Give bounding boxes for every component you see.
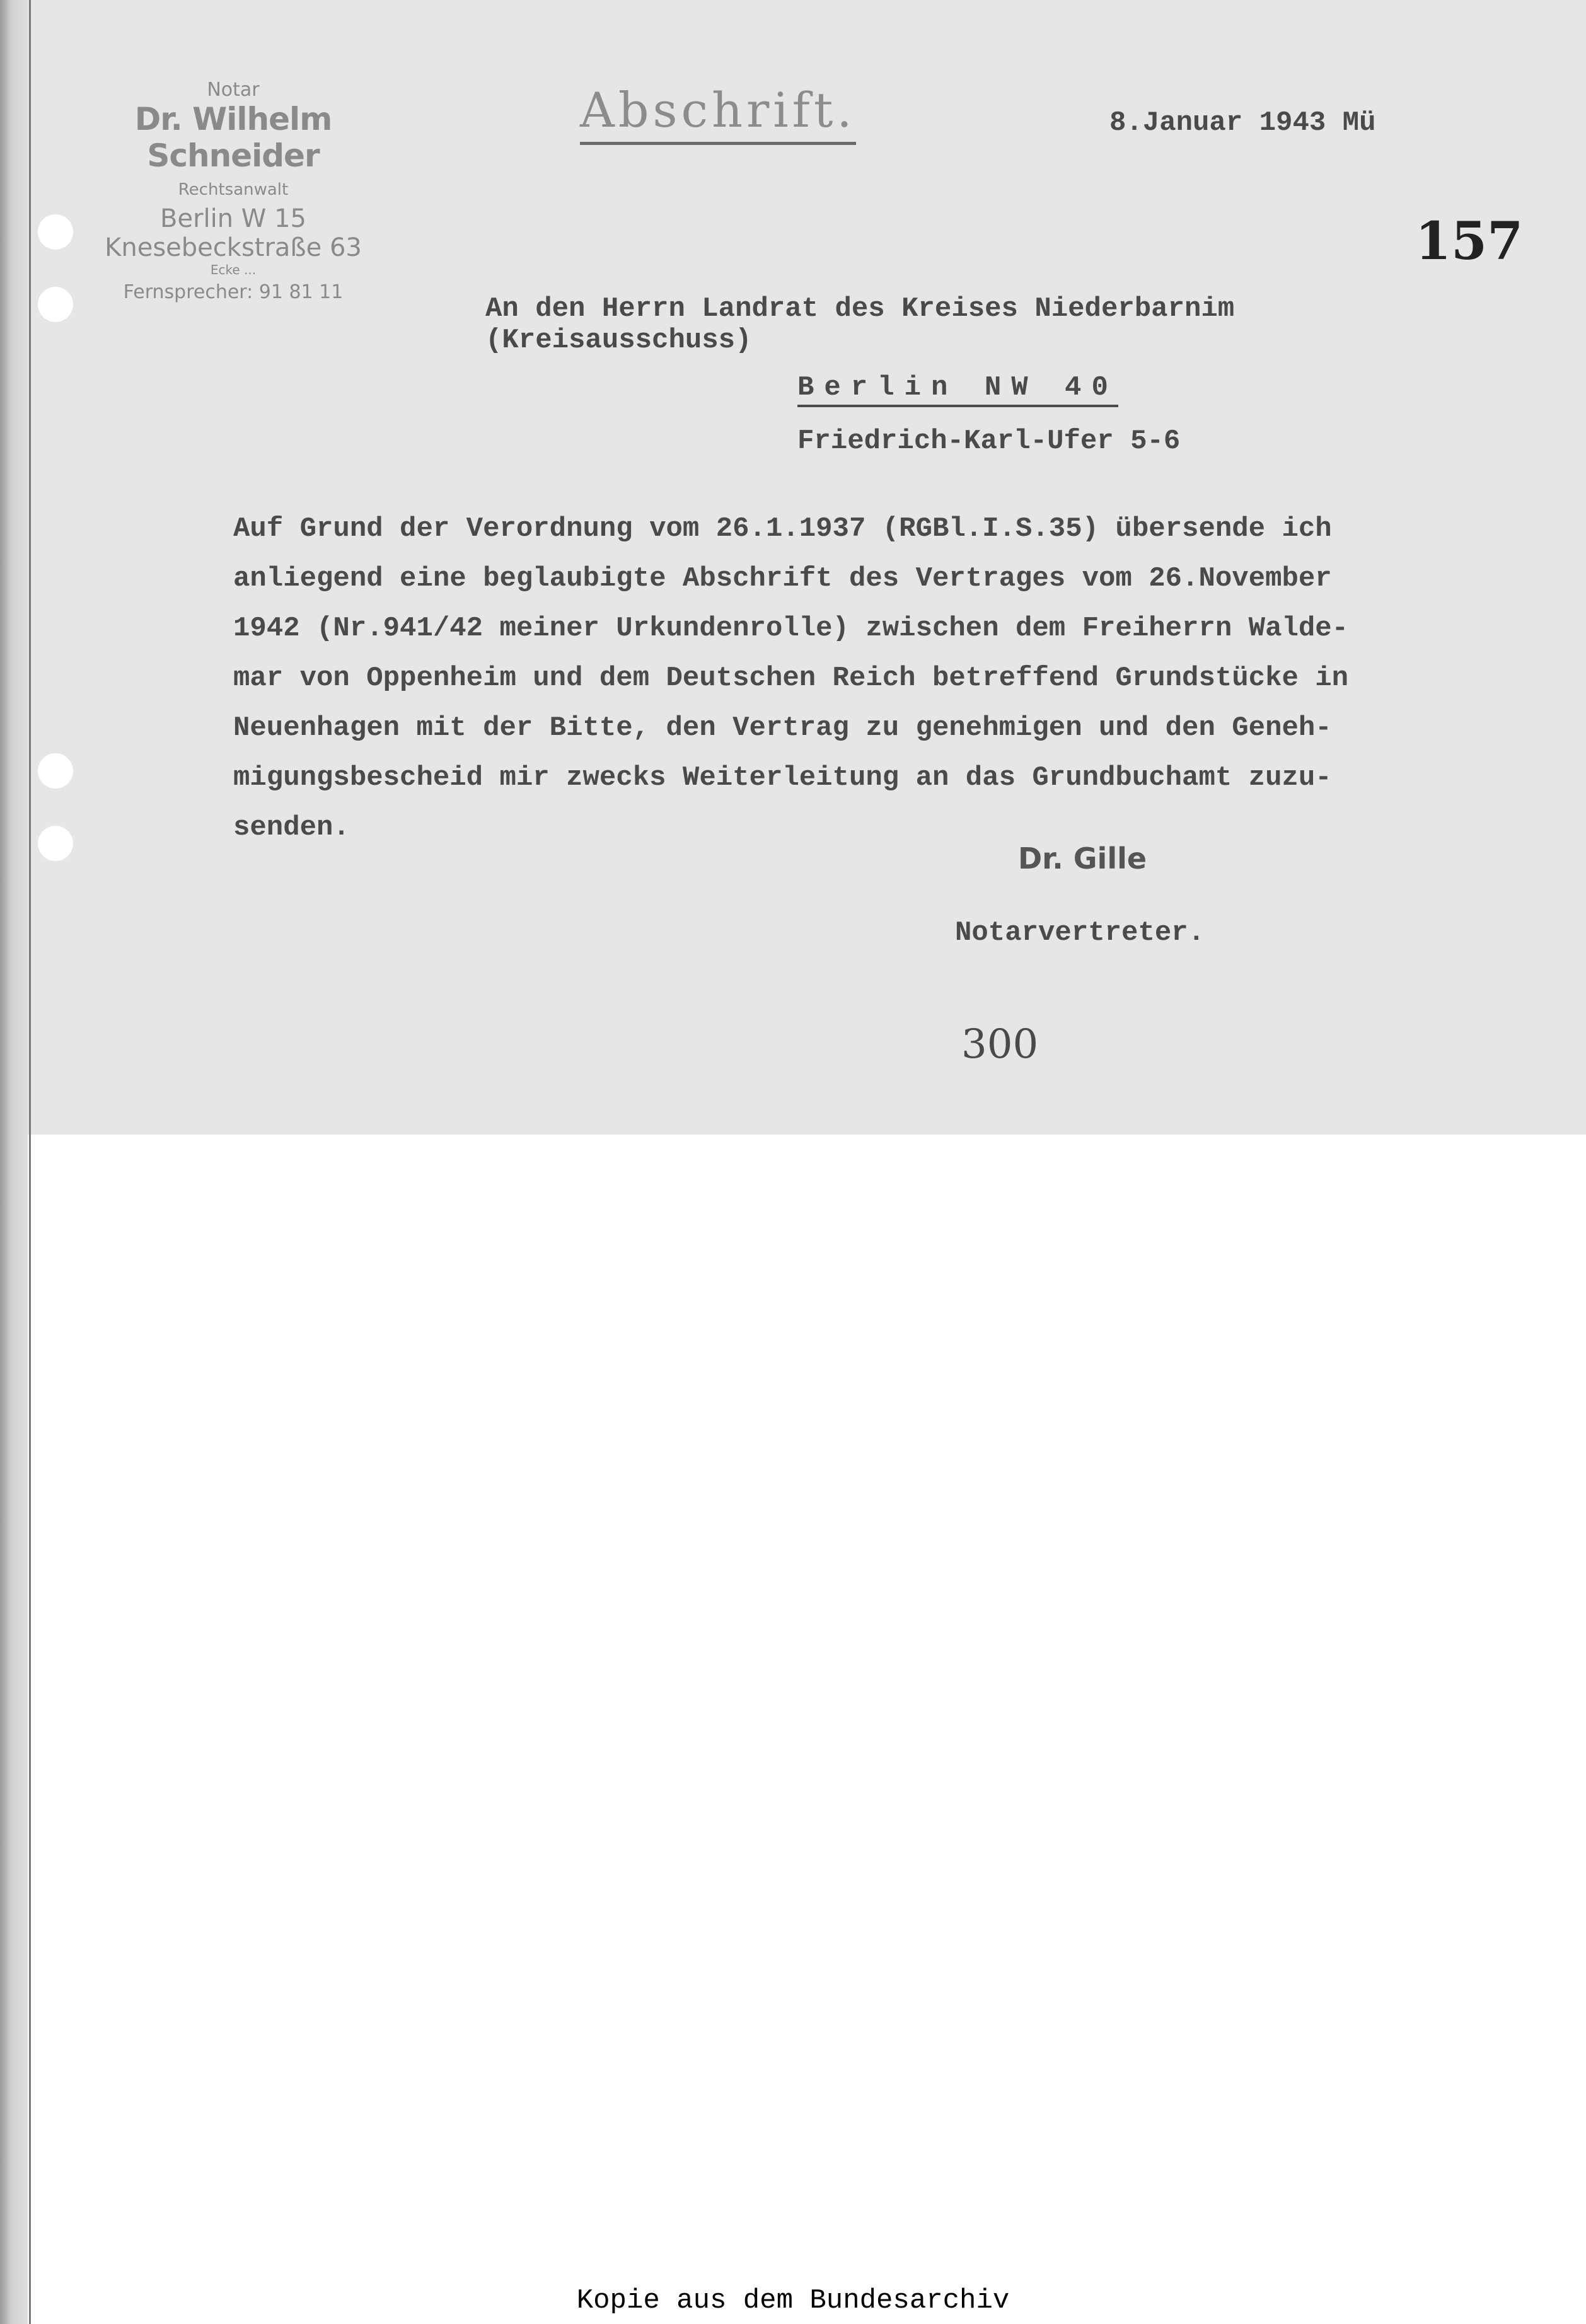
letter-body <box>233 504 1551 853</box>
signature-name: Dr. Gille <box>1018 841 1147 876</box>
letterhead <box>57 79 410 303</box>
binding-line <box>29 0 31 2324</box>
copy-stamp: Abschrift. <box>580 82 856 145</box>
recipient-line-2: (Kreisausschuss) <box>485 325 752 356</box>
recipient-street: Friedrich-Karl-Ufer 5-6 <box>797 425 1181 457</box>
letterhead-title: Notar <box>207 79 260 101</box>
letter-date: 8.Januar 1943 Mü <box>1109 107 1376 139</box>
page-number: 157 <box>1415 211 1524 272</box>
recipient-line-1: An den Herrn Landrat des Kreises Niederbarnim <box>485 293 1235 325</box>
recipient-city: Berlin NW 40 <box>797 372 1118 407</box>
punch-hole <box>38 753 73 789</box>
letterhead-corner: Ecke ... <box>210 262 257 277</box>
letterhead-phone: Fernsprecher: 91 81 11 <box>123 281 344 303</box>
folio-number: 300 <box>961 1021 1039 1068</box>
scanned-page <box>0 0 1586 1135</box>
archive-footer: Kopie aus dem Bundesarchiv <box>576 2285 1010 2316</box>
binding-edge <box>0 0 28 2324</box>
body-line: anliegend eine beglaubigte Abschrift des Vertrages vom 26.November <box>233 563 1332 594</box>
letterhead-street: Knesebeckstraße 63 <box>105 233 362 262</box>
body-line: Neuenhagen mit der Bitte, den Vertrag zu genehmigen und den Geneh- <box>233 712 1332 744</box>
punch-hole <box>38 826 73 861</box>
body-line: mar von Oppenheim und dem Deutschen Reich betreffend Grundstücke in <box>233 662 1349 694</box>
body-line: migungsbescheid mir zwecks Weiterleitung an das Grundbuchamt zuzu- <box>233 762 1332 794</box>
body-line: senden. <box>233 812 350 843</box>
letterhead-role: Rechtsanwalt <box>178 180 289 199</box>
body-line: Auf Grund der Verordnung vom 26.1.1937 (RGBl.I.S.35) übersende ich <box>233 513 1332 545</box>
letterhead-city: Berlin W 15 <box>160 204 306 233</box>
body-line: 1942 (Nr.941/42 meiner Urkundenrolle) zwischen dem Freiherrn Walde- <box>233 613 1349 644</box>
letterhead-name: Dr. Wilhelm Schneider <box>134 101 332 174</box>
signature-title: Notarvertreter. <box>955 917 1205 949</box>
